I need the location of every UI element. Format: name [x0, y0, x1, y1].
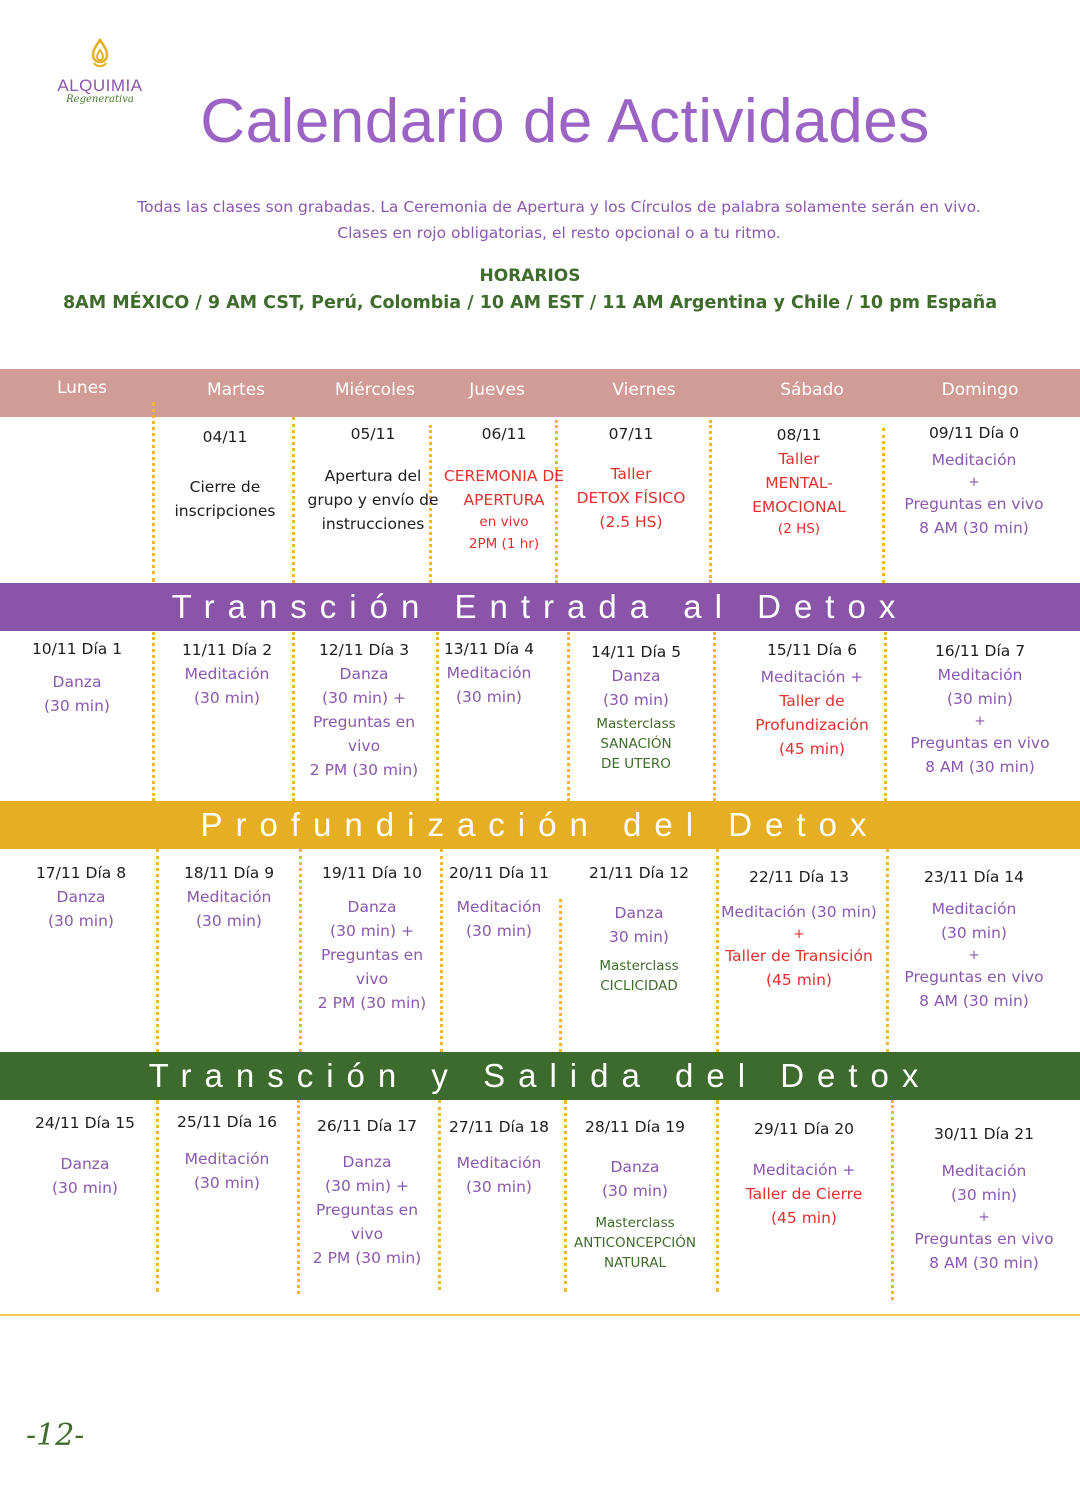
cell-date: 07/11: [608, 425, 654, 443]
cell-date: 15/11 Día 6: [766, 641, 858, 659]
intro-line-2: Clases en rojo obligatorias, el resto opcional o a tu ritmo.: [337, 224, 781, 242]
cell-activity: vivo: [347, 737, 381, 755]
cell-activity: (45 min): [766, 971, 832, 989]
day-sabado: Sábado: [780, 380, 844, 400]
cell-activity: Taller de Cierre: [745, 1185, 863, 1203]
cell-activity: Meditación: [931, 900, 1017, 918]
day-cell-10-11: [2, 637, 152, 718]
cell-activity: Meditación: [941, 1162, 1027, 1180]
cell-date: 20/11 Día 11: [449, 864, 549, 882]
cell-date: 22/11 Día 13: [749, 868, 849, 886]
phase-title: Transción Entrada al Detox: [171, 588, 909, 625]
cell-activity: (30 min) +: [322, 689, 406, 707]
cell-activity: (30 min): [466, 1178, 532, 1196]
cell-activity: Meditación: [186, 888, 272, 906]
cell-activity: 8 AM (30 min): [925, 758, 1035, 776]
cell-activity: Taller: [778, 450, 820, 468]
cell-activity: EMOCIONAL: [752, 498, 846, 516]
column-divider: [709, 420, 712, 583]
day-martes: Martes: [206, 380, 266, 400]
cell-activity: Masterclass: [595, 1215, 675, 1231]
cell-date: 21/11 Día 12: [589, 864, 689, 882]
cell-activity: 8 AM (30 min): [919, 992, 1029, 1010]
day-cell-08-11: [724, 423, 874, 539]
cell-activity: Preguntas en vivo: [904, 495, 1044, 513]
cell-activity: 8 AM (30 min): [929, 1254, 1039, 1272]
cell-activity: Meditación (30 min): [721, 903, 877, 921]
cell-activity: (30 min): [466, 922, 532, 940]
cell-activity: (2 HS): [777, 521, 821, 537]
cell-date: 27/11 Día 18: [449, 1118, 549, 1136]
cell-activity: NATURAL: [603, 1255, 666, 1271]
cell-activity: (30 min): [196, 912, 262, 930]
cell-date: 04/11: [202, 428, 248, 446]
cell-activity: +: [974, 713, 986, 729]
cell-date: 08/11: [776, 426, 822, 444]
page-title: Calendario de Actividades: [200, 87, 930, 156]
cell-activity: (30 min): [603, 691, 669, 709]
bottom-divider: [0, 1314, 1080, 1316]
day-cell-14-11: [561, 640, 711, 774]
cell-activity: (30 min): [947, 690, 1013, 708]
column-divider: [713, 632, 716, 801]
cell-activity: Meditación: [456, 898, 542, 916]
cell-date: 05/11: [350, 425, 396, 443]
cell-activity: APERTURA: [463, 491, 545, 509]
cell-activity: SANACIÓN: [600, 736, 672, 752]
phase-banner-profundizacion: [0, 801, 1080, 849]
phase-banner-salida: [0, 1052, 1080, 1100]
day-cell-15-11: [737, 638, 887, 761]
logo-tagline: Regenerativa: [66, 94, 134, 105]
cell-activity: CICLICIDAD: [600, 978, 678, 994]
cell-activity: Meditación: [184, 665, 270, 683]
cell-date: 30/11 Día 21: [934, 1125, 1034, 1143]
cell-date: 06/11: [481, 425, 527, 443]
cell-activity: Preguntas en vivo: [904, 968, 1044, 986]
cell-activity: Preguntas en: [312, 713, 416, 731]
drop-logo-icon: [85, 38, 115, 70]
cell-activity: inscripciones: [174, 502, 276, 520]
cell-date: 18/11 Día 9: [183, 864, 275, 882]
column-divider: [886, 849, 889, 1052]
day-cell-04-11: [150, 425, 300, 523]
cell-activity: Taller de: [779, 692, 845, 710]
cell-activity: Preguntas en: [315, 1201, 419, 1219]
cell-activity: 2PM (1 hr): [468, 536, 540, 552]
cell-activity: en vivo: [479, 514, 529, 530]
logo-name: ALQUIMIA: [57, 76, 143, 95]
day-cell-27-11: [424, 1115, 574, 1199]
day-cell-09-11: [899, 421, 1049, 540]
cell-activity: Cierre de: [189, 478, 261, 496]
cell-activity: Danza: [52, 673, 102, 691]
day-lunes: Lunes: [56, 378, 108, 398]
cell-activity: Meditación: [446, 664, 532, 682]
horarios-title: HORARIOS: [479, 266, 581, 286]
cell-activity: Danza: [611, 667, 661, 685]
cell-date: 17/11 Día 8: [35, 864, 127, 882]
cell-activity: (45 min): [779, 740, 845, 758]
day-cell-17-11: [6, 861, 156, 933]
cell-activity: grupo y envío de: [307, 491, 439, 509]
day-cell-22-11: [714, 865, 884, 992]
cell-date: 09/11 Día 0: [928, 424, 1020, 442]
day-cell-30-11: [909, 1122, 1059, 1275]
cell-date: 28/11 Día 19: [585, 1118, 685, 1136]
day-domingo: Domingo: [941, 380, 1019, 400]
cell-activity: (2.5 HS): [599, 513, 663, 531]
cell-activity: (30 min): [456, 688, 522, 706]
day-cell-16-11: [905, 639, 1055, 779]
cell-date: 14/11 Día 5: [590, 643, 682, 661]
day-jueves: Jueves: [469, 380, 525, 400]
cell-activity: Danza: [60, 1155, 110, 1173]
cell-activity: +: [968, 947, 980, 963]
cell-activity: +: [978, 1209, 990, 1225]
column-divider: [891, 1100, 894, 1300]
cell-activity: Danza: [610, 1158, 660, 1176]
cell-activity: 8 AM (30 min): [919, 519, 1029, 537]
day-cell-07-11: [556, 422, 706, 534]
cell-activity: Danza: [339, 665, 389, 683]
cell-date: 26/11 Día 17: [317, 1117, 417, 1135]
cell-activity: (30 min): [941, 924, 1007, 942]
day-cell-05-11: [298, 422, 448, 536]
cell-activity: instrucciones: [321, 515, 425, 533]
cell-activity: Danza: [347, 898, 397, 916]
day-cell-24-11: [10, 1111, 160, 1200]
cell-activity: (30 min): [52, 1179, 118, 1197]
day-cell-25-11: [152, 1110, 302, 1195]
cell-activity: (30 min): [48, 912, 114, 930]
cell-activity: Preguntas en vivo: [914, 1230, 1054, 1248]
cell-activity: (30 min): [602, 1182, 668, 1200]
page-number: -12-: [26, 1418, 85, 1453]
cell-activity: DETOX FÍSICO: [576, 489, 686, 507]
cell-activity: vivo: [355, 970, 389, 988]
cell-activity: 2 PM (30 min): [317, 994, 427, 1012]
day-cell-23-11: [899, 865, 1049, 1013]
horarios-text: 8AM MÉXICO / 9 AM CST, Perú, Colombia / 10 AM EST / 11 AM Argentina y Chile / 10 pm España: [62, 293, 998, 313]
cell-activity: Preguntas en vivo: [910, 734, 1050, 752]
cell-activity: 30 min): [609, 928, 669, 946]
cell-activity: 2 PM (30 min): [309, 761, 419, 779]
day-miercoles: Miércoles: [334, 380, 416, 400]
cell-date: 12/11 Día 3: [318, 641, 410, 659]
cell-date: 16/11 Día 7: [934, 642, 1026, 660]
day-viernes: Viernes: [612, 380, 676, 400]
cell-date: 10/11 Día 1: [31, 640, 123, 658]
day-cell-18-11: [154, 861, 304, 933]
cell-activity: Taller: [610, 465, 652, 483]
cell-date: 11/11 Día 2: [181, 641, 273, 659]
cell-activity: Taller de Transición: [725, 947, 873, 965]
cell-activity: Meditación +: [752, 1161, 856, 1179]
phase-banner-entrada: [0, 583, 1080, 631]
cell-activity: +: [968, 474, 980, 490]
cell-activity: (45 min): [771, 1209, 837, 1227]
cell-date: 29/11 Día 20: [754, 1120, 854, 1138]
day-cell-29-11: [728, 1117, 880, 1230]
day-cell-26-11: [292, 1114, 442, 1270]
cell-activity: Preguntas en: [320, 946, 424, 964]
day-cell-13-11: [414, 637, 564, 709]
day-cell-21-11: [564, 861, 714, 996]
cell-activity: 2 PM (30 min): [312, 1249, 422, 1267]
cell-activity: vivo: [350, 1225, 384, 1243]
column-divider: [882, 428, 885, 583]
cell-activity: (30 min): [951, 1186, 1017, 1204]
cell-activity: Danza: [614, 904, 664, 922]
day-cell-28-11: [560, 1115, 710, 1273]
cell-activity: DE UTERO: [601, 756, 671, 772]
cell-activity: Meditación: [456, 1154, 542, 1172]
phase-title: Profundización del Detox: [200, 806, 880, 843]
cell-date: 19/11 Día 10: [322, 864, 422, 882]
cell-activity: Danza: [56, 888, 106, 906]
day-cell-20-11: [424, 861, 574, 943]
cell-activity: Meditación: [931, 451, 1017, 469]
cell-activity: Meditación +: [760, 668, 864, 686]
cell-activity: Masterclass: [599, 958, 679, 974]
cell-activity: (30 min) +: [325, 1177, 409, 1195]
cell-activity: ANTICONCEPCIÓN: [574, 1235, 696, 1251]
cell-activity: Masterclass: [596, 716, 676, 732]
cell-activity: (30 min) +: [330, 922, 414, 940]
cell-activity: Meditación: [937, 666, 1023, 684]
cell-activity: (30 min): [194, 1174, 260, 1192]
cell-activity: Danza: [342, 1153, 392, 1171]
cell-date: 23/11 Día 14: [924, 868, 1024, 886]
cell-activity: CEREMONIA DE: [443, 467, 565, 485]
phase-title: Transción y Salida del Detox: [148, 1057, 932, 1094]
cell-date: 13/11 Día 4: [443, 640, 535, 658]
cell-date: 25/11 Día 16: [177, 1113, 277, 1131]
cell-activity: +: [793, 926, 805, 942]
intro-line-1: Todas las clases son grabadas. La Ceremonia de Apertura y los Círculos de palabra solamente serán en vivo.: [137, 198, 981, 216]
day-cell-11-11: [152, 638, 302, 710]
cell-activity: MENTAL-: [765, 474, 833, 492]
cell-activity: (30 min): [44, 697, 110, 715]
cell-activity: Meditación: [184, 1150, 270, 1168]
column-divider: [716, 1100, 719, 1292]
cell-activity: (30 min): [194, 689, 260, 707]
cell-activity: Apertura del: [324, 467, 422, 485]
cell-date: 24/11 Día 15: [35, 1114, 135, 1132]
cell-activity: Profundización: [755, 716, 869, 734]
